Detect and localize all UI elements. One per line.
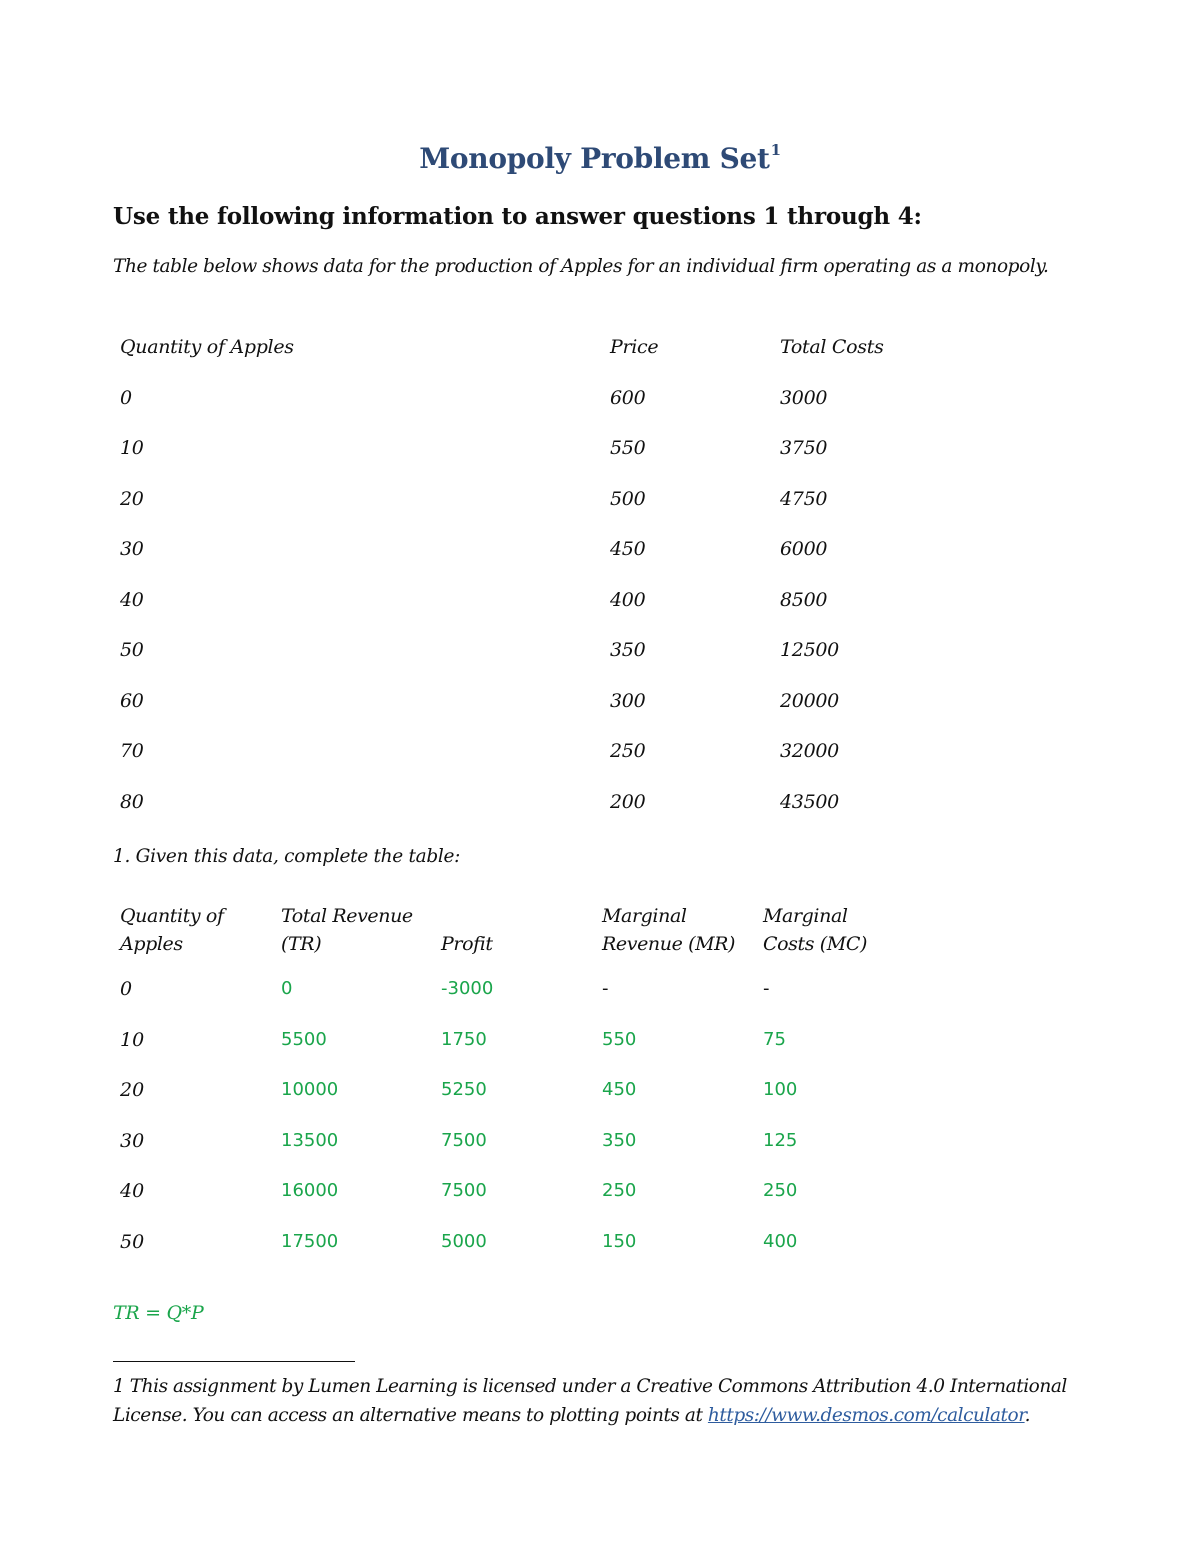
table-row: [120, 387, 920, 438]
table-row: [120, 589, 920, 640]
header-profit: Profit: [441, 933, 493, 955]
cell: 50: [120, 639, 144, 661]
cell: 20: [120, 1079, 145, 1101]
table-row: [120, 639, 920, 690]
cell: 0: [120, 978, 133, 1000]
cell: 400: [763, 1230, 798, 1252]
cell: 600: [610, 386, 646, 409]
cell: 250: [602, 1180, 637, 1201]
table-row: [120, 690, 920, 741]
cell: 16000: [281, 1180, 339, 1201]
cell: 250: [763, 1180, 798, 1201]
header-total-revenue: Total Revenue (TR): [281, 905, 413, 955]
cell: 350: [602, 1129, 637, 1151]
table-row: [120, 1231, 920, 1282]
cell: 12500: [780, 639, 839, 661]
footnote-separator: [113, 1361, 355, 1362]
cell: 6000: [780, 538, 828, 560]
cell: 400: [610, 588, 646, 611]
cell: 43500: [780, 790, 839, 813]
header-marginal-costs: Marginal Costs (MC): [763, 905, 867, 955]
cell: 80: [120, 790, 144, 813]
cell: 70: [120, 740, 144, 762]
cell: 10: [120, 437, 144, 459]
header-total-costs: Total Costs: [780, 336, 884, 358]
cell: -: [602, 978, 609, 999]
cell: 450: [610, 538, 646, 560]
table-row: [120, 437, 920, 488]
cell: 20: [120, 487, 144, 510]
table-row: [120, 1079, 920, 1130]
footnote: 1 This assignment by Lumen Learning is licensed under a Creative Commons Attribution 4.0 International License. You can access an alternative means to plotting points at https://www.desmos.com/calculator.: [113, 1376, 1067, 1426]
header-marginal-revenue: Marginal Revenue (MR): [602, 905, 736, 955]
cell: 40: [120, 588, 144, 611]
cell: 0: [120, 386, 132, 409]
cell: 17500: [281, 1230, 339, 1252]
cell: 100: [763, 1079, 798, 1100]
cell: 0: [281, 978, 293, 999]
cell: 13500: [281, 1129, 339, 1151]
title-footnote-mark: 1: [770, 140, 781, 159]
cell: 40: [120, 1180, 145, 1202]
cell: 7500: [441, 1129, 487, 1151]
cell: 30: [120, 538, 144, 560]
cell: 32000: [780, 740, 839, 762]
cell: 350: [610, 639, 646, 661]
cell: 10000: [281, 1079, 339, 1100]
cell: 5250: [441, 1079, 487, 1100]
tr-formula: TR = Q*P: [113, 1302, 204, 1324]
cell: 150: [602, 1230, 637, 1252]
question-1: 1. Given this data, complete the table:: [113, 846, 461, 867]
cell: 5500: [281, 1028, 327, 1050]
cell: 450: [602, 1079, 637, 1100]
section-heading: Use the following information to answer questions 1 through 4:: [113, 203, 922, 230]
table-row: [120, 791, 920, 842]
cell: 1750: [441, 1028, 487, 1050]
cell: 30: [120, 1129, 145, 1152]
cell: 500: [610, 487, 646, 510]
cell: 20000: [780, 689, 839, 712]
header-price: Price: [610, 336, 659, 358]
apples-data-table: [120, 336, 920, 841]
cell: 7500: [441, 1180, 487, 1201]
cell: 60: [120, 689, 144, 712]
cell: 3000: [780, 386, 828, 409]
cell: 550: [602, 1028, 637, 1050]
cell: 550: [610, 437, 646, 459]
table-row: [120, 1029, 920, 1080]
header-quantity: Quantity of Apples: [120, 336, 294, 358]
cell: 125: [763, 1129, 798, 1151]
cell: -3000: [441, 978, 494, 999]
table-row: [120, 740, 920, 791]
table-row: [120, 1180, 920, 1231]
cell: 300: [610, 689, 646, 712]
answer-table: [120, 902, 920, 1281]
intro-text: The table below shows data for the production of Apples for an individual firm operating as a monopoly.: [113, 256, 1049, 277]
header-quantity: Quantity of Apples: [120, 905, 224, 955]
table-row: [120, 1130, 920, 1181]
table-row: [120, 978, 920, 1029]
table-row: [120, 488, 920, 539]
cell: 4750: [780, 487, 828, 510]
page-title: Monopoly Problem Set$^1$: [419, 140, 781, 175]
cell: 3750: [780, 437, 828, 459]
desmos-link[interactable]: https://www.desmos.com/calculator: [707, 1405, 1025, 1426]
cell: 5000: [441, 1230, 487, 1252]
cell: 10: [120, 1028, 145, 1051]
cell: 250: [610, 740, 646, 762]
cell: 8500: [780, 588, 828, 611]
cell: 75: [763, 1028, 786, 1050]
table-row: [120, 538, 920, 589]
cell: -: [763, 978, 770, 999]
table-header-row: [120, 902, 920, 978]
cell: 200: [610, 790, 646, 813]
table-header-row: [120, 336, 920, 387]
cell: 50: [120, 1230, 145, 1253]
